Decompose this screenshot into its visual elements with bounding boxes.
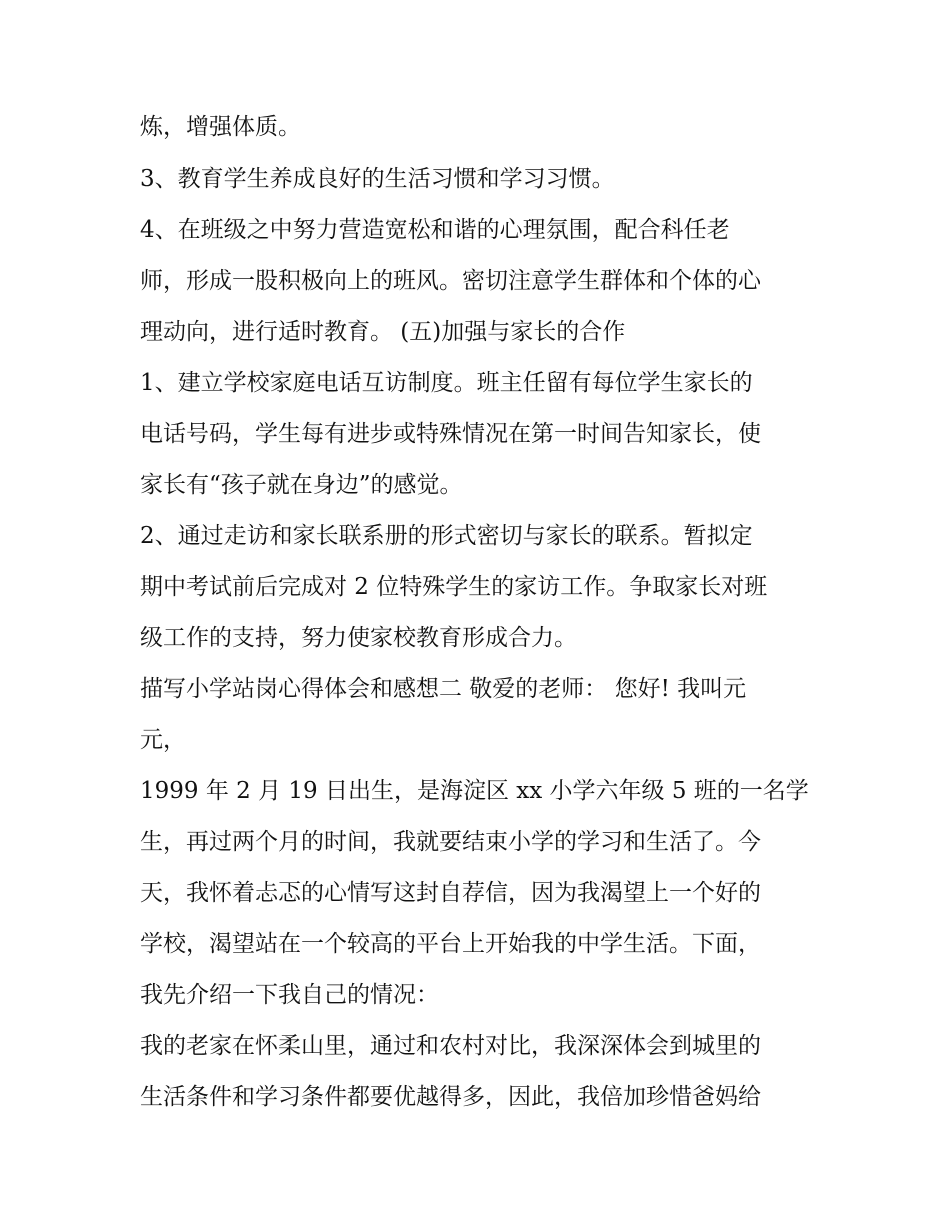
text-line: 学校，渴望站在一个较高的平台上开始我的中学生活。下面， — [140, 931, 761, 957]
text-line: 师，形成一股积极向上的班风。密切注意学生群体和个体的心 — [140, 268, 761, 294]
text-line: 理动向，进行适时教育。 (五)加强与家长的合作 — [140, 319, 626, 345]
text-line: 1、建立学校家庭电话互访制度。班主任留有每位学生家长的 — [140, 370, 753, 396]
text-line: 期中考试前后完成对 2 位特殊学生的家访工作。争取家长对班 — [140, 574, 768, 600]
text-line: 级工作的支持，努力使家校教育形成合力。 — [140, 625, 577, 651]
text-line: 生，再过两个月的时间，我就要结束小学的学习和生活了。今 — [140, 829, 761, 855]
text-line: 家长有“孩子就在身边”的感觉。 — [140, 472, 463, 498]
text-line: 2、通过走访和家长联系册的形式密切与家长的联系。暂拟定 — [140, 523, 753, 549]
text-line: 生活条件和学习条件都要优越得多，因此，我倍加珍惜爸妈给 — [140, 1084, 761, 1110]
text-line: 1999 年 2 月 19 日出生，是海淀区 xx 小学六年级 5 班的一名学 — [140, 778, 809, 804]
text-line: 天，我怀着忐忑的心情写这封自荐信，因为我渴望上一个好的 — [140, 880, 761, 906]
text-line: 4、在班级之中努力营造宽松和谐的心理氛围，配合科任老 — [140, 217, 730, 243]
text-line: 描写小学站岗心得体会和感想二 敬爱的老师： 您好! 我叫元 — [140, 676, 747, 702]
text-line: 电话号码，学生每有进步或特殊情况在第一时间告知家长，使 — [140, 421, 761, 447]
text-line: 元， — [140, 727, 186, 753]
text-line: 炼，增强体质。 — [140, 114, 301, 140]
text-line: 我的老家在怀柔山里，通过和农村对比，我深深体会到城里的 — [140, 1033, 761, 1059]
text-line: 我先介绍一下我自己的情况： — [140, 982, 439, 1008]
text-line: 3、教育学生养成良好的生活习惯和学习习惯。 — [140, 166, 615, 192]
